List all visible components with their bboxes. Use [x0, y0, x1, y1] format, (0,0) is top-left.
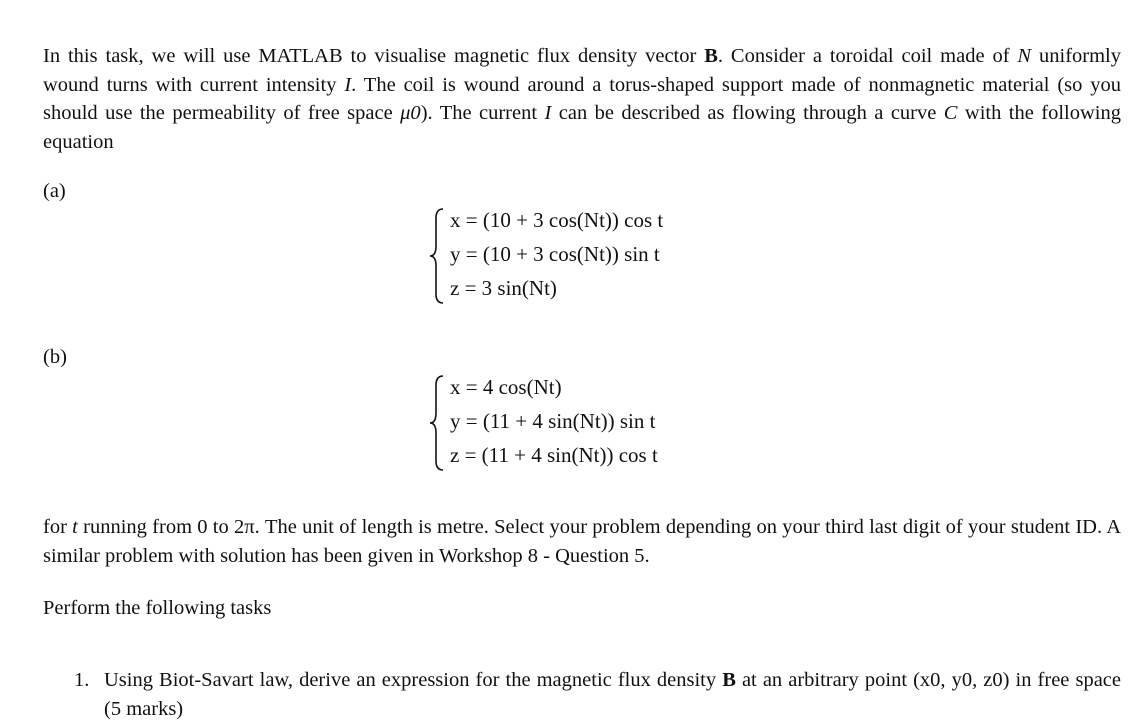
intro-text-1: In this task, we will use MATLAB to visualise magnetic flux density vector	[43, 45, 705, 67]
task-1-text-2: at an arbitrary point (x0, y0, z0) in free space (5 marks)	[104, 669, 1121, 720]
symbol-I: I	[344, 73, 352, 96]
symbol-I-2: I	[544, 102, 552, 124]
intro-text-2: . Consider a toroidal coil made of	[717, 45, 1018, 67]
task-1-number: 1.	[74, 669, 90, 691]
task-1	[74, 666, 1121, 723]
symbol-t: t	[72, 516, 78, 538]
equation-a-z: z = 3 sin(Nt)	[450, 276, 557, 300]
intro-text-5: ). The current	[420, 102, 545, 124]
intro-text-4: . The coil is wound around a torus-shaped support made of nonmagnetic material (so you should use the permeability of free space	[43, 73, 1122, 124]
problem-a-label: (a)	[43, 180, 66, 202]
equation-b-z: z = (11 + 4 sin(Nt)) cos t	[450, 443, 658, 467]
range-paragraph	[43, 513, 1121, 570]
left-brace-icon	[428, 206, 448, 306]
intro-paragraph	[43, 42, 1121, 156]
equation-b-y: y = (11 + 4 sin(Nt)) sin t	[450, 409, 656, 433]
problem-b-equations	[428, 373, 758, 473]
range-text-2: running from 0 to 2π. The unit of length is metre. Select your problem depending on your third last digit of your student ID. A similar problem with solution has been given in Workshop 8 - Question 5.	[43, 516, 1122, 567]
cropped-previous-line	[0, 0, 1147, 6]
task-1-vector-B: B	[722, 669, 736, 691]
intro-text-7: with the following equation	[43, 102, 1121, 153]
range-text-1: for	[43, 516, 73, 538]
perform-heading: Perform the following tasks	[43, 597, 272, 619]
symbol-N: N	[1017, 45, 1032, 67]
equation-a-x: x = (10 + 3 cos(Nt)) cos t	[450, 208, 664, 232]
equation-a-y: y = (10 + 3 cos(Nt)) sin t	[450, 242, 660, 266]
intro-text-6: can be described as flowing through a curve	[551, 102, 944, 124]
intro-text-3: uniformly wound turns with current intensity	[43, 45, 1121, 96]
vector-B: B	[704, 45, 718, 67]
symbol-mu0: μ0	[400, 102, 421, 124]
problem-a-equations	[428, 206, 758, 306]
symbol-C: C	[943, 102, 958, 124]
left-brace-icon	[428, 373, 448, 473]
equation-b-x: x = 4 cos(Nt)	[450, 375, 562, 399]
task-1-text-1: Using Biot-Savart law, derive an expression for the magnetic flux density	[104, 669, 723, 691]
problem-b-label: (b)	[43, 346, 67, 368]
task-1-text	[104, 666, 1121, 723]
